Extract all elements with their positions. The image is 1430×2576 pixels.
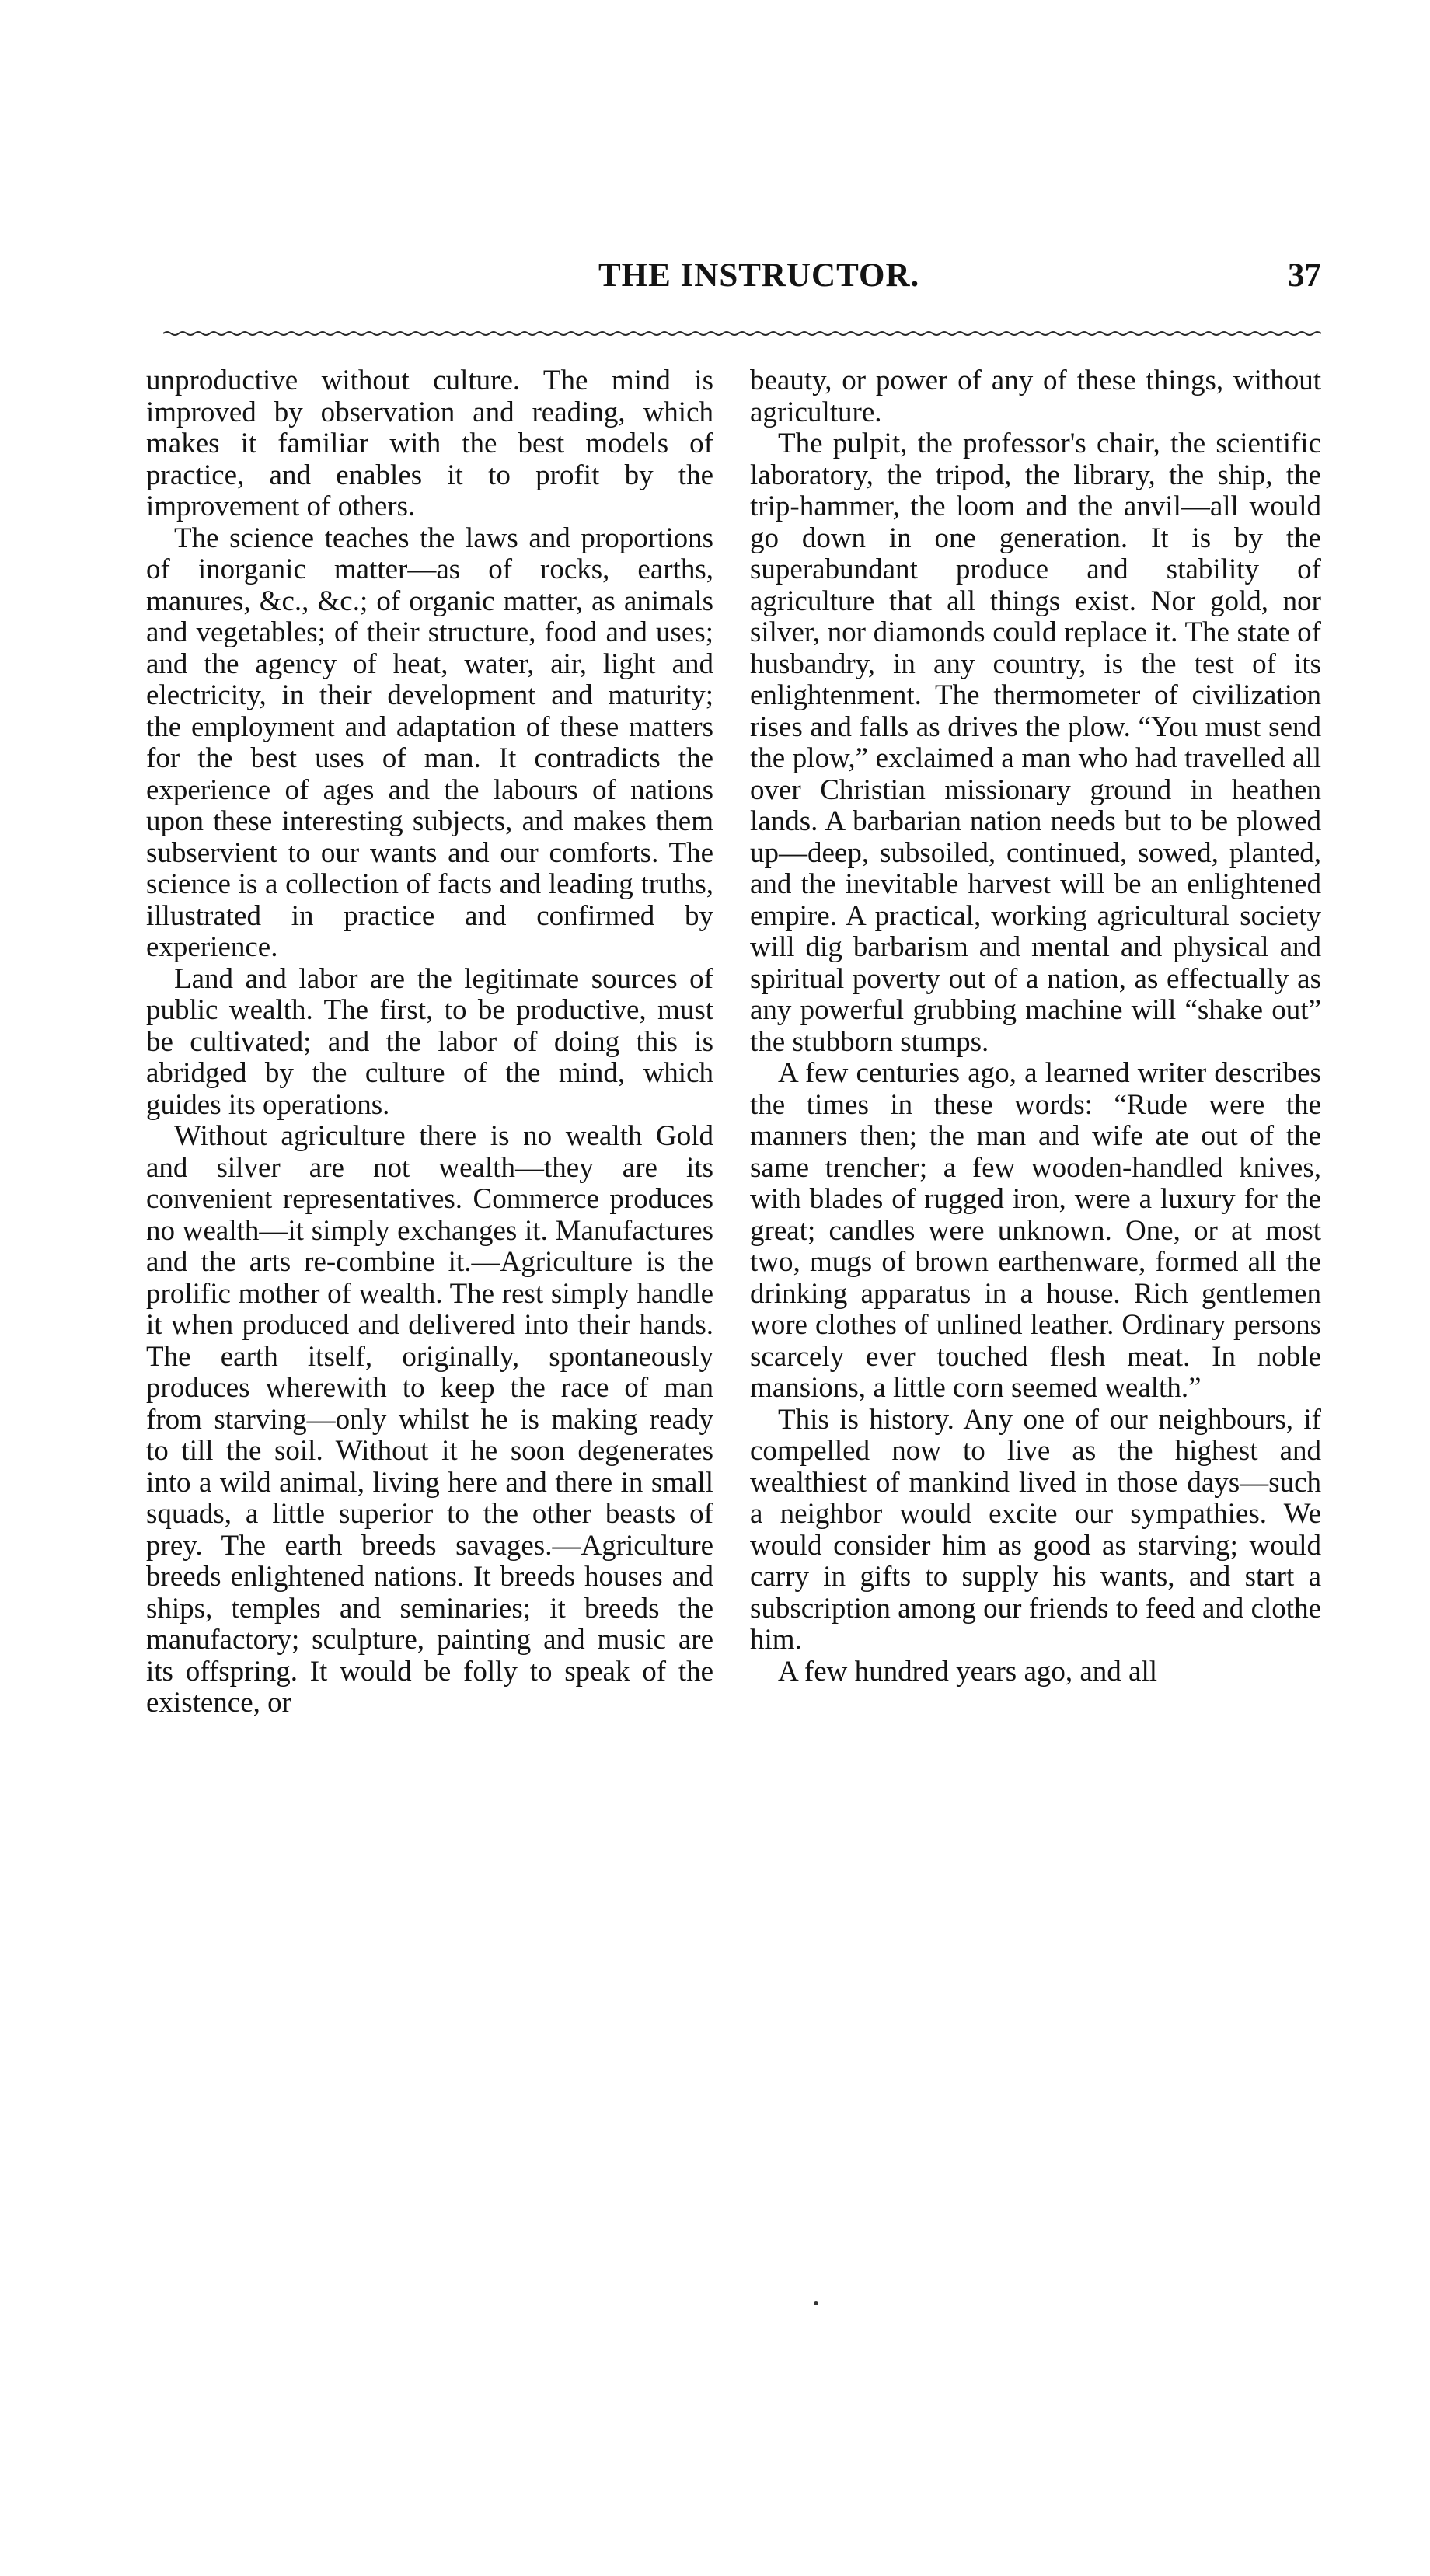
running-title: THE INSTRUCTOR. xyxy=(598,257,920,294)
paragraph: The pulpit, the professor's chair, the scientific laboratory, the tripod, the library, the ship, the trip-hammer, the loom and the anvil—all would go down in one generation. It is by the superabundant produce and stability of agriculture that all things exist. Nor gold, nor silver, nor diamonds could replace it. The state of husbandry, in any country, is the test of its enlightenment. The thermometer of civilization rises and falls as drives the plow. “You must send the plow,” exclaimed a man who had travelled all over Christian missionary ground in heathen lands. A barbarian nation needs but to be plowed up—deep, subsoiled, continued, sowed, planted, and the inevitable harvest will be an enlightened empire. A practical, working agricultural society will dig barbarism and mental and physical and spiritual poverty out of a nation, as effectually as any powerful grubbing machine will “shake out” the stubborn stumps. xyxy=(750,428,1321,1058)
ink-speck xyxy=(814,2301,818,2305)
paragraph: beauty, or power of any of these things, without agriculture. xyxy=(750,365,1321,428)
paragraph: This is history. Any one of our neighbours, if compelled now to live as the highest and wealthiest of mankind lived in those days—such a neighbor would excite our sympathies. We would consider him as good as starving; would carry in gifts to supply his wants, and start a subscription among our friends to feed and clothe him. xyxy=(750,1403,1321,1656)
page-number: 37 xyxy=(1288,257,1321,294)
paragraph: A few centuries ago, a learned writer describes the times in these words: “Rude were the manners then; the man and wife ate out of the same trencher; a few wooden-handled knives, with blades of rugged iron, were a luxury for the great; candles were unknown. One, or at most two, mugs of brown earthenware, formed all the drinking apparatus in a house. Rich gentlemen wore clothes of unlined leather. Ordinary persons scarcely ever touched flesh meat. In noble mansions, a little corn seemed wealth.” xyxy=(750,1057,1321,1404)
paragraph: A few hundred years ago, and all xyxy=(778,1655,1158,1688)
paragraph: The science teaches the laws and proportions of inorganic matter—as of rocks, earths, manures, &c., &c.; of organic matter, as animals and vegetables; of their structure, food and uses; and the agency of heat, water, air, light and electricity, in their development and maturity; the employment and adaptation of these matters for the best uses of man. It contradicts the experience of ages and the labours of nations upon these interesting subjects, and makes them subservient to our wants and our comforts. The science is a collection of facts and leading truths, illustrated in practice and confirmed by experience. xyxy=(146,522,713,963)
paragraph: Land and labor are the legitimate sources of public wealth. The first, to be productive, must be cultivated; and the labor of doing this is abridged by the culture of the mind, which guides its operations. xyxy=(146,962,713,1121)
paragraph: Without agriculture there is no wealth Gold and silver are not wealth—they are its convenient representatives. Commerce produces no wealth—it simply exchanges it. Manufactures and the arts re-combine it.—Agriculture is the prolific mother of wealth. The rest simply handle it when produced and delivered into their hands. The earth itself, originally, spontaneously produces wherewith to keep the race of man from starving—only whilst he is making ready to till the soil. Without it he soon degenerates into a wild animal, living here and there in small squads, a little superior to the other beasts of prey. The earth breeds savages.—Agriculture breeds enlightened nations. It breeds houses and ships, temples and seminaries; it breeds the manufactory; sculpture, painting and music are its offspring. It would be folly to speak of the existence, or xyxy=(146,1120,713,1719)
header-wavy-rule xyxy=(163,330,1321,337)
left-column xyxy=(146,365,713,1719)
right-column xyxy=(750,365,1321,1688)
page-header xyxy=(155,257,1321,319)
paragraph: unproductive without culture. The mind is improved by observation and reading, which makes it familiar with the best models of practice, and enables it to profit by the improvement of others. xyxy=(146,365,713,522)
